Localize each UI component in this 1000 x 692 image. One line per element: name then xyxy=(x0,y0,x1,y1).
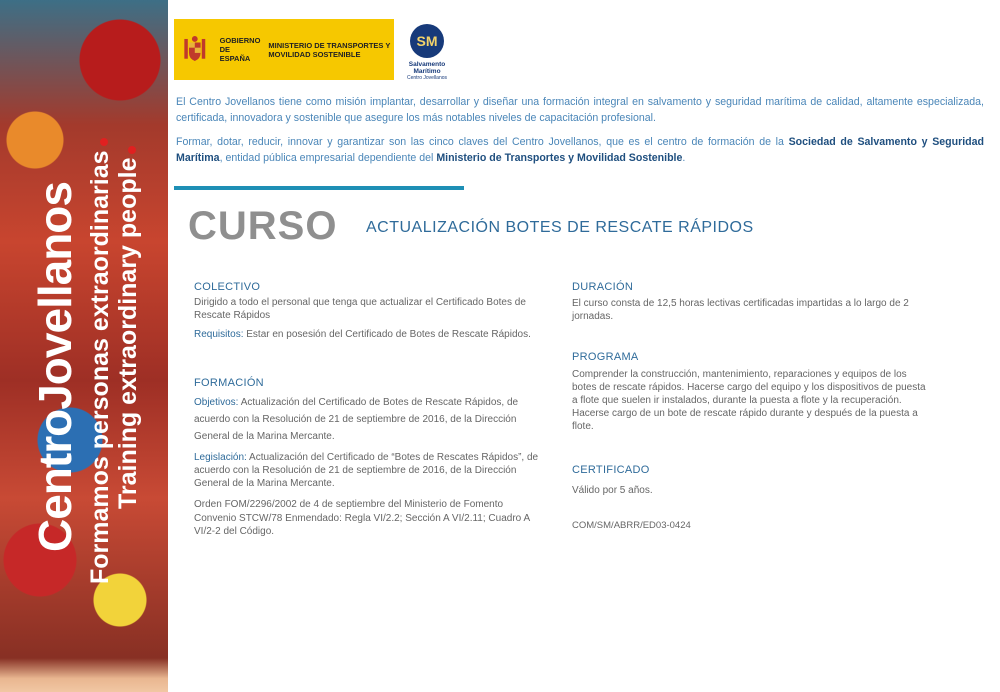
legislacion-text: Legislación: Actualización del Certificado de “Botes de Rescates Rápidos”, de acuerdo con la Resolución de 21 de septiembre de 2016, de la Dirección General de la Marina Mercante. xyxy=(194,452,539,489)
banner-vertical-text xyxy=(0,0,168,692)
intro-paragraph-1: El Centro Jovellanos tiene como misión implantar, desarrollar y diseñar una formación integral en salvamento y seguridad marítima de calidad, altamente especializada, certificada, innovadora y sostenible que asegure los más notables niveles de capacitación profesional. xyxy=(176,96,984,124)
objetivos-text: Objetivos: Actualización del Certificado de Botes de Rescate Rápidos, de acuerdo con la Resolución de 21 de septiembre de 2016, de la Dirección General de la Marina Mercante. xyxy=(194,397,519,442)
curso-heading: CURSO xyxy=(188,204,338,248)
requisitos-text: Requisitos: Estar en posesión del Certificado de Botes de Rescate Rápidos. xyxy=(194,329,531,340)
salvamento-sub-label: Centro Jovellanos xyxy=(406,75,448,81)
programa-text: Comprender la construcción, mantenimiento, reparaciones y equipos de los botes de rescate rápidos. Hacerse cargo del equipo y los dispositivos de puesta a flote que suelen ir instalados, durante la puesta a flote y la recuperación. Hacerse cargo de un bote de rescate rápido durante y después de la puesta a flote. xyxy=(572,369,926,432)
convenio-text: Convenio STCW/78 Enmendado: Regla VI/2.2; Sección A VI/2.11; Cuadro A VI/2-2 del Código. xyxy=(194,513,530,537)
sm-emblem-icon: SM xyxy=(410,24,444,58)
gobierno-label: GOBIERNO DE ESPAÑA xyxy=(219,36,261,63)
ministerio-label: MINISTERIO DE TRANSPORTES Y MOVILIDAD SOSTENIBLE xyxy=(268,40,391,59)
brand-name: CentroJovellanos xyxy=(29,182,81,552)
document-code: COM/SM/ABRR/ED03-0424 xyxy=(572,520,691,531)
programa-heading: PROGRAMA xyxy=(572,351,639,363)
intro-paragraph-2: Formar, dotar, reducir, innovar y garantizar son las cinco claves del Centro Jovellanos, que es el centro de formación de la Sociedad de Salvamento y Seguridad Marítima, entidad pública empresarial dependiente del Ministerio de Transportes y Movilidad Sostenible. xyxy=(176,136,984,164)
colectivo-heading: COLECTIVO xyxy=(194,281,261,293)
formacion-heading: FORMACIÓN xyxy=(194,377,264,389)
colectivo-text: Dirigido a todo el personal que tenga que actualizar el Certificado Botes de Rescate Rápidos xyxy=(194,297,526,321)
certificado-heading: CERTIFICADO xyxy=(572,464,650,476)
duracion-heading: DURACIÓN xyxy=(572,281,634,293)
course-title: ACTUALIZACIÓN BOTES DE RESCATE RÁPIDOS xyxy=(366,219,754,236)
orden-text: Orden FOM/2296/2002 de 4 de septiembre del Ministerio de Fomento xyxy=(194,499,504,510)
coat-of-arms-icon xyxy=(182,25,208,75)
duracion-text: El curso consta de 12,5 horas lectivas certificadas impartidas a lo largo de 2 jornadas. xyxy=(572,298,909,322)
tagline-es: Formamos personas extraordinarias xyxy=(86,139,115,585)
salvamento-maritimo-logo xyxy=(396,22,458,80)
divider-bar xyxy=(174,186,464,190)
gobierno-ministerio-logo xyxy=(174,19,394,80)
red-dot-icon xyxy=(100,139,108,147)
red-dot-icon xyxy=(128,146,136,154)
certificado-text: Válido por 5 años. xyxy=(572,485,653,496)
salvamento-label: Salvamento Marítimo xyxy=(408,61,446,75)
tagline-en: Training extraordinary people xyxy=(114,146,143,509)
side-photo-banner xyxy=(0,0,168,692)
